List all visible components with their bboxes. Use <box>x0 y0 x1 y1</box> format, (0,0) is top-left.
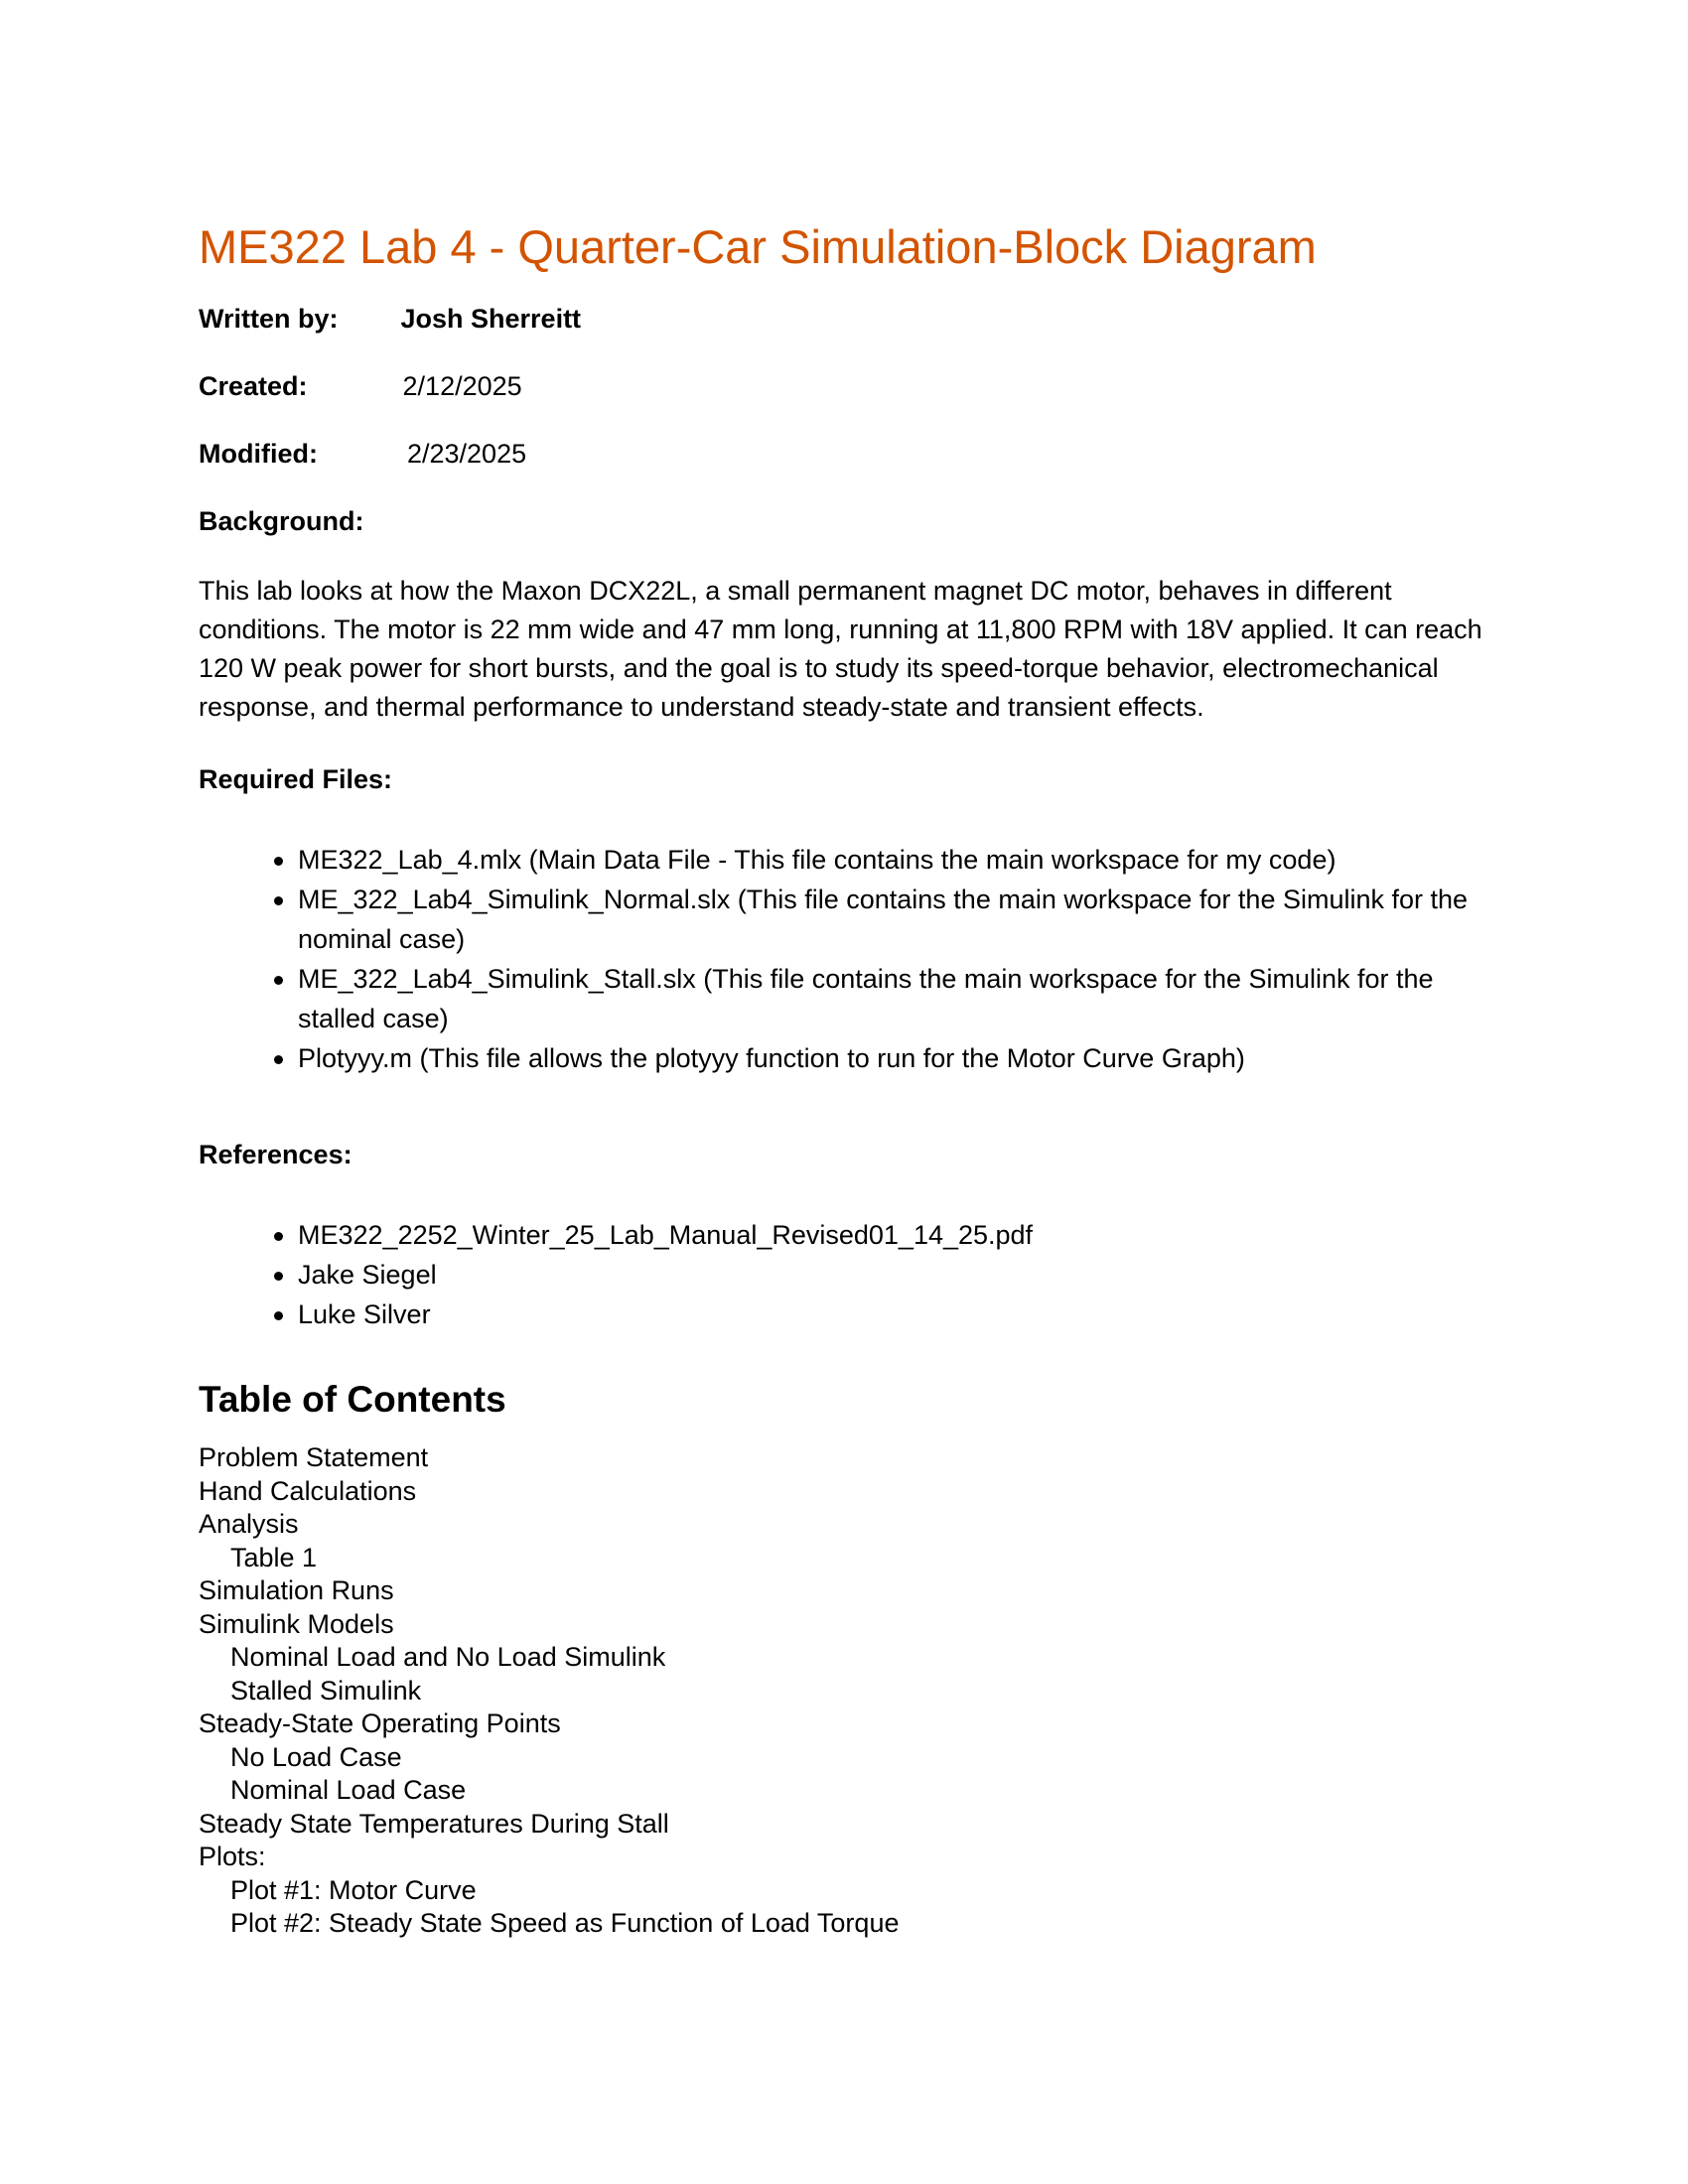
list-item: Plotyyy.m (This file allows the plotyyy function to run for the Motor Curve Graph) <box>199 1038 1489 1078</box>
toc-heading: Table of Contents <box>199 1379 506 1420</box>
list-item: Luke Silver <box>199 1295 1489 1334</box>
author-name: Josh Sherreitt <box>400 304 582 334</box>
modified-label: Modified: <box>199 439 318 469</box>
toc-link-table-1[interactable]: Table 1 <box>230 1542 318 1572</box>
created-label: Created: <box>199 371 308 401</box>
created-row <box>199 369 1489 437</box>
toc-link-nominal-no-load-simulink[interactable]: Nominal Load and No Load Simulink <box>230 1642 666 1672</box>
modified-row <box>199 437 1489 504</box>
list-item: ME_322_Lab4_Simulink_Stall.slx (This file contains the main workspace for the Simulink for the stalled case) <box>199 959 1489 1038</box>
required-files-heading: Required Files: <box>199 764 393 794</box>
references-list <box>199 1215 1489 1334</box>
toc-link-no-load-case[interactable]: No Load Case <box>230 1741 402 1772</box>
list-item: ME_322_Lab4_Simulink_Normal.slx (This file contains the main workspace for the Simulink for the nominal case) <box>199 880 1489 959</box>
list-item: ME322_Lab_4.mlx (Main Data File - This file contains the main workspace for my code) <box>199 840 1489 880</box>
toc-link-analysis[interactable]: Analysis <box>199 1509 299 1539</box>
document-title: ME322 Lab 4 - Quarter-Car Simulation-Block Diagram <box>199 220 1317 273</box>
toc-link-simulink-models[interactable]: Simulink Models <box>199 1608 394 1639</box>
toc-link-plot-2-steady-state-speed[interactable]: Plot #2: Steady State Speed as Function of Load Torque <box>230 1908 900 1938</box>
toc-link-plots[interactable]: Plots: <box>199 1842 266 1871</box>
document-metadata <box>199 302 1489 504</box>
modified-date: 2/23/2025 <box>406 439 527 469</box>
list-item: ME322_2252_Winter_25_Lab_Manual_Revised01_14_25.pdf <box>199 1215 1489 1255</box>
toc-link-steady-state-operating-points[interactable]: Steady-State Operating Points <box>199 1708 561 1738</box>
written-by-row <box>199 302 1489 369</box>
background-heading: Background: <box>199 506 364 536</box>
required-files-list <box>199 840 1489 1078</box>
toc-link-plot-1-motor-curve[interactable]: Plot #1: Motor Curve <box>230 1874 477 1905</box>
references-heading: References: <box>199 1140 352 1169</box>
table-of-contents <box>199 1441 1489 1941</box>
toc-link-steady-state-temperatures[interactable]: Steady State Temperatures During Stall <box>199 1808 669 1839</box>
toc-link-hand-calculations[interactable]: Hand Calculations <box>199 1475 417 1506</box>
written-by-label: Written by: <box>199 304 339 334</box>
toc-link-problem-statement[interactable]: Problem Statement <box>199 1442 429 1472</box>
toc-link-nominal-load-case[interactable]: Nominal Load Case <box>230 1775 467 1805</box>
toc-link-simulation-runs[interactable]: Simulation Runs <box>199 1575 394 1605</box>
toc-link-stalled-simulink[interactable]: Stalled Simulink <box>230 1675 422 1706</box>
background-paragraph: This lab looks at how the Maxon DCX22L, a small permanent magnet DC motor, behaves in different conditions. The motor is 22 mm wide and 47 mm long, running at 11,800 RPM with 18V applied. It can reach 120 W peak power for short bursts, and the goal is to study its speed-torque behavior, electromechanical response, and thermal performance to understand steady-state and transient effects. <box>199 576 1482 722</box>
created-date: 2/12/2025 <box>402 371 522 401</box>
document-page <box>199 214 1489 1941</box>
list-item: Jake Siegel <box>199 1255 1489 1295</box>
